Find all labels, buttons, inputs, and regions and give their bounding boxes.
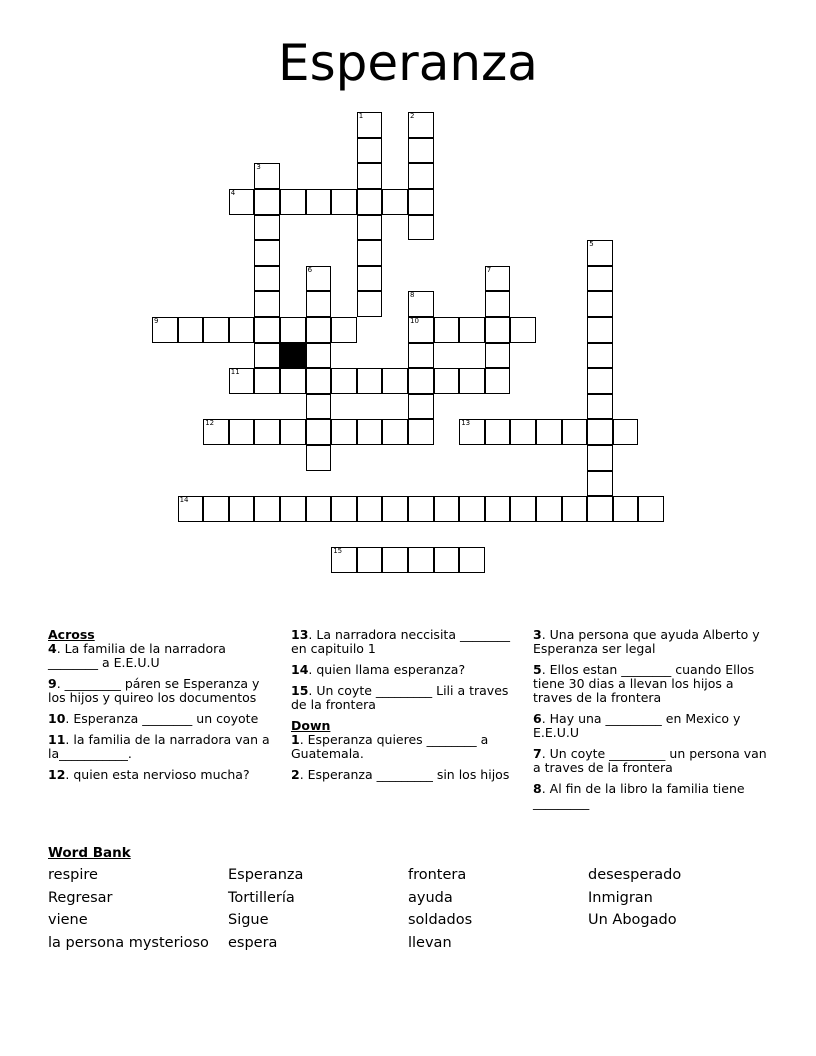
grid-cell[interactable] bbox=[254, 419, 280, 445]
clue-text: . Un coyte _________ un persona van a traves de la frontera bbox=[533, 746, 767, 775]
clue-number: 4 bbox=[230, 189, 236, 197]
grid-cell[interactable] bbox=[485, 368, 511, 394]
across-heading: Across bbox=[48, 627, 95, 642]
clue-text: . La familia de la narradora ________ a E.E.U.U bbox=[48, 641, 226, 670]
grid-cell[interactable] bbox=[254, 368, 280, 394]
across-clue bbox=[291, 628, 516, 656]
clues-column-1 bbox=[48, 628, 273, 789]
across-clue bbox=[48, 712, 273, 726]
word-bank-word: Inmigran bbox=[588, 889, 653, 906]
grid-cell[interactable] bbox=[280, 317, 306, 343]
grid-cell[interactable] bbox=[459, 496, 485, 522]
grid-cell[interactable] bbox=[254, 266, 280, 292]
grid-cell[interactable] bbox=[587, 445, 613, 471]
grid-cell[interactable] bbox=[408, 138, 434, 164]
down-clue bbox=[533, 663, 773, 705]
word-bank-heading: Word Bank bbox=[48, 845, 131, 861]
word-bank-word: Tortillería bbox=[228, 889, 295, 906]
grid-cell[interactable] bbox=[510, 419, 536, 445]
word-bank-word: soldados bbox=[408, 912, 473, 929]
grid-cell[interactable] bbox=[408, 112, 434, 138]
clue-number: 15 bbox=[333, 547, 343, 556]
grid-cell[interactable] bbox=[254, 343, 280, 369]
grid-cell[interactable] bbox=[408, 291, 434, 317]
grid-cell[interactable] bbox=[306, 189, 332, 215]
grid-cell[interactable] bbox=[434, 496, 460, 522]
word-bank-word: Esperanza bbox=[228, 867, 304, 883]
grid-cell[interactable] bbox=[254, 163, 280, 189]
word-bank-word: espera bbox=[228, 934, 278, 951]
clue-text: . quien esta nervioso mucha? bbox=[65, 767, 250, 782]
grid-cell[interactable] bbox=[203, 496, 229, 522]
grid-cell[interactable] bbox=[510, 496, 536, 522]
word-bank-word: la persona mysterioso bbox=[48, 934, 209, 951]
grid-cell[interactable] bbox=[357, 291, 383, 317]
clue-text: . Al fin de la libro la familia tiene _________ bbox=[533, 781, 745, 810]
clue-text: . quien llama esperanza? bbox=[308, 662, 466, 677]
clues-column-3 bbox=[533, 628, 773, 817]
grid-cell[interactable] bbox=[434, 317, 460, 343]
grid-cell[interactable] bbox=[459, 419, 485, 445]
down-clue bbox=[533, 628, 773, 656]
clue-text: . Esperanza quieres ________ a Guatemala. bbox=[291, 732, 489, 761]
grid-cell[interactable] bbox=[408, 163, 434, 189]
grid-cell[interactable] bbox=[587, 266, 613, 292]
clue-number: 9 bbox=[48, 676, 57, 691]
grid-cell[interactable] bbox=[587, 317, 613, 343]
grid-cell[interactable] bbox=[459, 547, 485, 573]
grid-cell[interactable] bbox=[306, 496, 332, 522]
grid-cell[interactable] bbox=[229, 317, 255, 343]
clue-text: . la familia de la narradora van a la___________. bbox=[48, 732, 270, 761]
grid-cell[interactable] bbox=[408, 343, 434, 369]
grid-cell[interactable] bbox=[306, 343, 332, 369]
grid-cell[interactable] bbox=[306, 394, 332, 420]
grid-cell[interactable] bbox=[178, 496, 204, 522]
grid-cell[interactable] bbox=[485, 419, 511, 445]
grid-cell[interactable] bbox=[587, 291, 613, 317]
clue-number: 11 bbox=[48, 732, 66, 747]
grid-cell[interactable] bbox=[357, 189, 383, 215]
grid-cell[interactable] bbox=[408, 394, 434, 420]
grid-cell[interactable] bbox=[638, 496, 664, 522]
grid-cell[interactable] bbox=[254, 496, 280, 522]
clue-text: . Hay una _________ en Mexico y E.E.U.U bbox=[533, 711, 741, 740]
grid-cell[interactable] bbox=[331, 368, 357, 394]
grid-cell[interactable] bbox=[562, 496, 588, 522]
clue-number: 10 bbox=[410, 317, 419, 325]
clues-column-2 bbox=[291, 628, 516, 789]
grid-cell[interactable] bbox=[357, 163, 383, 189]
across-clue bbox=[291, 663, 516, 677]
grid-cell[interactable] bbox=[357, 419, 383, 445]
grid-cell[interactable] bbox=[229, 368, 255, 394]
down-clue bbox=[291, 768, 516, 782]
grid-cell[interactable] bbox=[408, 189, 434, 215]
grid-cell[interactable] bbox=[229, 496, 255, 522]
grid-cell[interactable] bbox=[562, 419, 588, 445]
grid-cell[interactable] bbox=[408, 317, 434, 343]
clue-text: . Un coyte _________ Lili a traves de la frontera bbox=[291, 683, 509, 712]
grid-cell[interactable] bbox=[382, 368, 408, 394]
clue-number: 10 bbox=[48, 711, 66, 726]
across-clue bbox=[48, 677, 273, 705]
grid-cell[interactable] bbox=[485, 317, 511, 343]
clue-number: 5 bbox=[589, 240, 594, 249]
clue-number: 5 bbox=[533, 662, 542, 677]
grid-cell[interactable] bbox=[587, 343, 613, 369]
grid-cell[interactable] bbox=[485, 291, 511, 317]
grid-cell[interactable] bbox=[434, 368, 460, 394]
grid-cell[interactable] bbox=[382, 419, 408, 445]
grid-cell[interactable] bbox=[357, 240, 383, 266]
clue-number: 13 bbox=[461, 419, 471, 428]
down-clue bbox=[533, 782, 773, 810]
grid-cell[interactable] bbox=[536, 496, 562, 522]
grid-cell[interactable] bbox=[357, 547, 383, 573]
across-clue bbox=[48, 768, 273, 782]
grid-cell[interactable] bbox=[536, 419, 562, 445]
clue-number: 15 bbox=[291, 683, 309, 698]
grid-cell[interactable] bbox=[587, 368, 613, 394]
clue-number: 8 bbox=[533, 781, 542, 796]
clue-number: 6 bbox=[307, 265, 313, 274]
clue-number: 9 bbox=[154, 317, 159, 325]
across-clue bbox=[291, 684, 516, 712]
word-bank-word: llevan bbox=[408, 934, 452, 951]
word-bank-word: frontera bbox=[408, 867, 467, 883]
clue-number: 2 bbox=[410, 112, 415, 121]
word-bank-word: respire bbox=[48, 867, 98, 883]
down-clue bbox=[533, 712, 773, 740]
grid-cell[interactable] bbox=[434, 547, 460, 573]
grid-cell[interactable] bbox=[485, 343, 511, 369]
grid-cell[interactable] bbox=[331, 547, 357, 573]
grid-cell[interactable] bbox=[152, 317, 178, 343]
grid-cell[interactable] bbox=[229, 189, 255, 215]
grid-cell[interactable] bbox=[382, 189, 408, 215]
clue-number: 7 bbox=[533, 746, 542, 761]
grid-cell[interactable] bbox=[280, 368, 306, 394]
grid-cell[interactable] bbox=[587, 419, 613, 445]
clue-number: 12 bbox=[48, 767, 66, 782]
grid-cell[interactable] bbox=[203, 317, 229, 343]
grid-cell[interactable] bbox=[485, 266, 511, 292]
word-bank-word: Regresar bbox=[48, 889, 113, 906]
grid-cell[interactable] bbox=[331, 496, 357, 522]
clue-text: . La narradora neccisita ________ en capituilo 1 bbox=[291, 627, 510, 656]
clue-number: 13 bbox=[291, 627, 309, 642]
clue-number: 2 bbox=[291, 767, 300, 782]
clue-number: 7 bbox=[486, 265, 492, 274]
word-bank-word: desesperado bbox=[588, 867, 682, 883]
clue-number: 8 bbox=[410, 291, 415, 300]
grid-cell[interactable] bbox=[229, 419, 255, 445]
grid-cell[interactable] bbox=[280, 419, 306, 445]
grid-cell[interactable] bbox=[306, 266, 332, 292]
grid-cell[interactable] bbox=[357, 496, 383, 522]
black-cell bbox=[280, 343, 306, 369]
grid-cell[interactable] bbox=[203, 419, 229, 445]
word-bank bbox=[48, 866, 768, 966]
grid-cell[interactable] bbox=[408, 547, 434, 573]
grid-cell[interactable] bbox=[306, 419, 332, 445]
across-clue bbox=[48, 733, 273, 761]
clue-number: 4 bbox=[48, 641, 57, 656]
grid-cell[interactable] bbox=[485, 496, 511, 522]
clue-text: . Esperanza ________ un coyote bbox=[65, 711, 259, 726]
grid-cell[interactable] bbox=[254, 215, 280, 241]
grid-cell[interactable] bbox=[510, 317, 536, 343]
clue-number: 11 bbox=[230, 368, 240, 377]
down-clue bbox=[291, 733, 516, 761]
clue-number: 3 bbox=[533, 627, 542, 642]
word-bank-word: Un Abogado bbox=[588, 912, 677, 929]
grid-cell[interactable] bbox=[306, 445, 332, 471]
clue-text: . Una persona que ayuda Alberto y Esperanza ser legal bbox=[533, 627, 760, 656]
grid-cell[interactable] bbox=[280, 189, 306, 215]
word-bank-word: viene bbox=[48, 912, 88, 929]
word-bank-word: ayuda bbox=[408, 889, 453, 906]
grid-cell[interactable] bbox=[357, 368, 383, 394]
puzzle-title: Esperanza bbox=[278, 34, 538, 92]
grid-cell[interactable] bbox=[382, 496, 408, 522]
grid-cell[interactable] bbox=[408, 419, 434, 445]
grid-cell[interactable] bbox=[357, 266, 383, 292]
clue-number: 1 bbox=[291, 732, 300, 747]
grid-cell[interactable] bbox=[459, 368, 485, 394]
clue-text: . _________ páren se Esperanza y los hijos y quireo los documentos bbox=[48, 676, 260, 705]
clue-text: . Ellos estan ________ cuando Ellos tiene 30 dias a llevan los hijos a traves de la frontera bbox=[533, 662, 755, 705]
grid-cell[interactable] bbox=[408, 368, 434, 394]
grid-cell[interactable] bbox=[254, 240, 280, 266]
grid-cell[interactable] bbox=[357, 112, 383, 138]
grid-cell[interactable] bbox=[254, 291, 280, 317]
grid-cell[interactable] bbox=[331, 189, 357, 215]
grid-cell[interactable] bbox=[306, 317, 332, 343]
grid-cell[interactable] bbox=[459, 317, 485, 343]
grid-cell[interactable] bbox=[306, 368, 332, 394]
grid-cell[interactable] bbox=[306, 291, 332, 317]
grid-cell[interactable] bbox=[587, 240, 613, 266]
clue-text: . Esperanza _________ sin los hijos bbox=[299, 767, 510, 782]
down-clue bbox=[533, 747, 773, 775]
clue-number: 3 bbox=[256, 163, 261, 172]
grid-cell[interactable] bbox=[587, 471, 613, 497]
grid-cell[interactable] bbox=[331, 419, 357, 445]
grid-cell[interactable] bbox=[357, 138, 383, 164]
grid-cell[interactable] bbox=[382, 547, 408, 573]
grid-cell[interactable] bbox=[331, 317, 357, 343]
grid-cell[interactable] bbox=[613, 419, 639, 445]
across-clue bbox=[48, 642, 273, 670]
grid-cell[interactable] bbox=[280, 496, 306, 522]
grid-cell[interactable] bbox=[613, 496, 639, 522]
clue-number: 1 bbox=[358, 112, 364, 121]
grid-cell[interactable] bbox=[357, 215, 383, 241]
down-heading: Down bbox=[291, 718, 331, 733]
clue-number: 12 bbox=[205, 419, 215, 428]
grid-cell[interactable] bbox=[178, 317, 204, 343]
grid-cell[interactable] bbox=[587, 496, 613, 522]
grid-cell[interactable] bbox=[587, 394, 613, 420]
grid-cell[interactable] bbox=[254, 317, 280, 343]
clue-number: 14 bbox=[291, 662, 309, 677]
clue-number: 14 bbox=[179, 496, 189, 505]
clue-number: 6 bbox=[533, 711, 542, 726]
grid-cell[interactable] bbox=[254, 189, 280, 215]
grid-cell[interactable] bbox=[408, 215, 434, 241]
word-bank-word: Sigue bbox=[228, 912, 269, 929]
grid-cell[interactable] bbox=[408, 496, 434, 522]
